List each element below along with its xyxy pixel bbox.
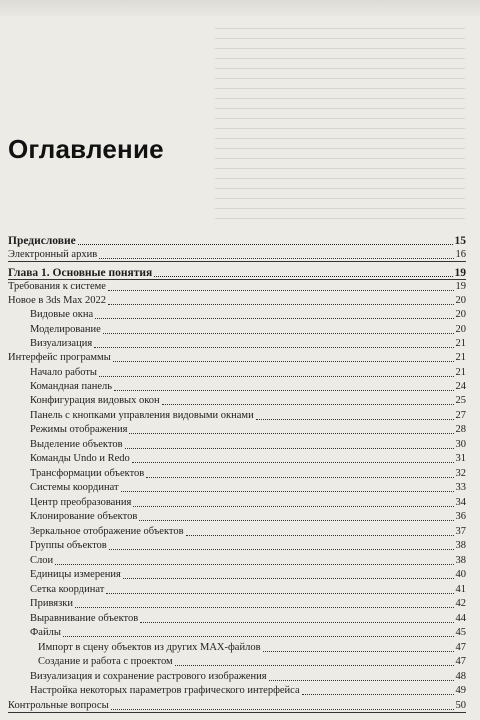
toc-entry-title: Видовые окна: [30, 309, 94, 320]
toc-entry-title: Выравнивание объектов: [30, 613, 139, 624]
toc-entry[interactable]: [30, 422, 466, 436]
toc-entry[interactable]: [30, 393, 466, 407]
toc-entry-title: Контрольные вопросы: [8, 700, 109, 711]
toc-entry[interactable]: [8, 293, 466, 307]
toc-leader-dots: [186, 535, 454, 536]
toc-page-number: 38: [455, 555, 466, 566]
toc-entry[interactable]: [30, 611, 466, 625]
toc-entry-title: Новое в 3ds Max 2022: [8, 295, 107, 306]
toc-entry-title: Командная панель: [30, 381, 113, 392]
toc-page-number: 48: [455, 671, 466, 682]
toc-entry[interactable]: [38, 654, 466, 668]
toc-leader-dots: [154, 276, 452, 277]
toc-entry-title: Зеркальное отображение объектов: [30, 526, 184, 537]
toc-page-number: 42: [455, 598, 466, 609]
toc-leader-dots: [133, 506, 453, 507]
toc-entry-title: Слои: [30, 555, 54, 566]
toc-leader-dots: [175, 665, 454, 666]
toc-chapter-entry[interactable]: [8, 233, 466, 247]
toc-leader-dots: [121, 491, 454, 492]
toc-entry-title: Единицы измерения: [30, 569, 121, 580]
toc-page-number: 24: [455, 381, 466, 392]
toc-page-number: 28: [455, 424, 466, 435]
toc-entry-title: Системы координат: [30, 482, 119, 493]
toc-leader-dots: [132, 462, 454, 463]
toc-leader-dots: [109, 549, 454, 550]
toc-entry-title: Импорт в сцену объектов из других MAX-файлов: [38, 642, 261, 653]
toc-page-number: 30: [455, 439, 466, 450]
toc-page-number: 21: [455, 338, 466, 349]
toc-page-number: 20: [455, 295, 466, 306]
toc-entry[interactable]: [30, 495, 466, 509]
toc-leader-dots: [125, 448, 454, 449]
toc-page-number: 47: [455, 656, 466, 667]
toc-entry[interactable]: [30, 596, 466, 610]
toc-page-number: 44: [455, 613, 466, 624]
toc-divider-line: [8, 261, 466, 262]
toc-leader-dots: [103, 333, 454, 334]
toc-entry-title: Панель с кнопками управления видовыми окнами: [30, 410, 254, 421]
toc-entry[interactable]: [30, 538, 466, 552]
toc-entry-title: Клонирование объектов: [30, 511, 138, 522]
toc-entry-title: Группы объектов: [30, 540, 107, 551]
toc-page-number: 36: [455, 511, 466, 522]
toc-page-number: 37: [455, 526, 466, 537]
toc-page-number: 21: [455, 367, 466, 378]
toc-entry[interactable]: [30, 307, 466, 321]
toc-entry-title: Режимы отображения: [30, 424, 128, 435]
toc-page-number: 45: [455, 627, 466, 638]
toc-entry-title: Выделение объектов: [30, 439, 123, 450]
toc-leader-dots: [113, 361, 454, 362]
toc-leader-dots: [78, 244, 453, 245]
toc-page-number: 33: [455, 482, 466, 493]
toc-entry-title: Начало работы: [30, 367, 97, 378]
toc-entry[interactable]: [30, 451, 466, 465]
toc-page-number: 16: [455, 249, 466, 260]
toc-entry-title: Центр преобразования: [30, 497, 132, 508]
toc-entry[interactable]: [30, 466, 466, 480]
toc-leader-dots: [123, 578, 454, 579]
toc-leader-dots: [139, 520, 453, 521]
toc-entry[interactable]: [38, 640, 466, 654]
toc-entry-title: Создание и работа с проектом: [38, 656, 173, 667]
toc-leader-dots: [114, 390, 453, 391]
toc-entry-title: Электронный архив: [8, 249, 98, 260]
toc-entry[interactable]: [30, 336, 466, 350]
toc-entry[interactable]: [30, 625, 466, 639]
toc-leader-dots: [162, 404, 454, 405]
toc-entry-title: Моделирование: [30, 324, 101, 335]
toc-entry[interactable]: [30, 669, 466, 683]
toc-entry-title: Интерфейс программы: [8, 352, 111, 363]
toc-entry[interactable]: [30, 553, 466, 567]
toc-divider-line: [8, 712, 466, 713]
toc-entry-title: Настройка некоторых параметров графического интерфейса: [30, 685, 300, 696]
toc-page-number: 25: [455, 395, 466, 406]
toc-leader-dots: [269, 680, 454, 681]
toc-entry[interactable]: [8, 350, 466, 364]
toc-page-number: 41: [455, 584, 466, 595]
toc-entry-title: Визуализация: [30, 338, 93, 349]
toc-leader-dots: [302, 694, 454, 695]
toc-entry-title: Сетка координат: [30, 584, 105, 595]
toc-entry[interactable]: [30, 437, 466, 451]
toc-leader-dots: [55, 564, 453, 565]
page-title: Оглавление: [8, 134, 164, 164]
toc-leader-dots: [263, 651, 454, 652]
toc-entry[interactable]: [30, 365, 466, 379]
toc-entry-title: Визуализация и сохранение растрового изображения: [30, 671, 267, 682]
toc-page-number: 31: [455, 453, 466, 464]
toc-entry[interactable]: [30, 408, 466, 422]
toc-leader-dots: [99, 258, 453, 259]
toc-entry[interactable]: [8, 698, 466, 712]
toc-page-number: 40: [455, 569, 466, 580]
toc-entry[interactable]: [30, 509, 466, 523]
toc-entry[interactable]: [30, 524, 466, 538]
toc-leader-dots: [108, 304, 453, 305]
toc-entry-title: Предисловие: [8, 235, 76, 247]
toc-page-number: 50: [455, 700, 466, 711]
toc-entry-title: Трансформации объектов: [30, 468, 145, 479]
toc-leader-dots: [95, 318, 453, 319]
toc-page-number: 32: [455, 468, 466, 479]
toc-entry-title: Команды Undo и Redo: [30, 453, 130, 464]
toc-entry-title: Требования к системе: [8, 281, 106, 292]
toc-page-number: 19: [454, 267, 466, 279]
toc-page-number: 38: [455, 540, 466, 551]
toc-entry[interactable]: [30, 567, 466, 581]
toc-leader-dots: [99, 376, 454, 377]
toc-entry[interactable]: [30, 582, 466, 596]
toc-entry-title: Глава 1. Основные понятия: [8, 267, 153, 279]
toc-entry[interactable]: [30, 322, 466, 336]
toc-page-number: 34: [455, 497, 466, 508]
toc-page-number: 47: [455, 642, 466, 653]
toc-page-number: 20: [455, 324, 466, 335]
toc-entry[interactable]: [8, 279, 466, 293]
toc-entry[interactable]: [30, 480, 466, 494]
toc-leader-dots: [140, 622, 453, 623]
toc-leader-dots: [108, 290, 454, 291]
toc-entry-title: Файлы: [30, 627, 61, 638]
toc-entry[interactable]: [8, 247, 466, 261]
toc-leader-dots: [94, 347, 453, 348]
toc-page-number: 15: [454, 235, 466, 247]
toc-chapter-entry[interactable]: [8, 265, 466, 279]
toc-entry[interactable]: [30, 683, 466, 697]
toc-leader-dots: [106, 593, 453, 594]
toc-entry-title: Привязки: [30, 598, 73, 609]
toc-page-number: 21: [455, 352, 466, 363]
toc-leader-dots: [111, 709, 454, 710]
toc-page-number: 27: [455, 410, 466, 421]
toc-leader-dots: [75, 607, 454, 608]
toc-page-number: 49: [455, 685, 466, 696]
toc-leader-dots: [256, 419, 454, 420]
toc-leader-dots: [129, 433, 453, 434]
toc-page-number: 20: [455, 309, 466, 320]
toc-entry-title: Конфигурация видовых окон: [30, 395, 160, 406]
toc-leader-dots: [146, 477, 453, 478]
toc-leader-dots: [63, 636, 454, 637]
toc-entry[interactable]: [30, 379, 466, 393]
toc-page-number: 19: [455, 281, 466, 292]
